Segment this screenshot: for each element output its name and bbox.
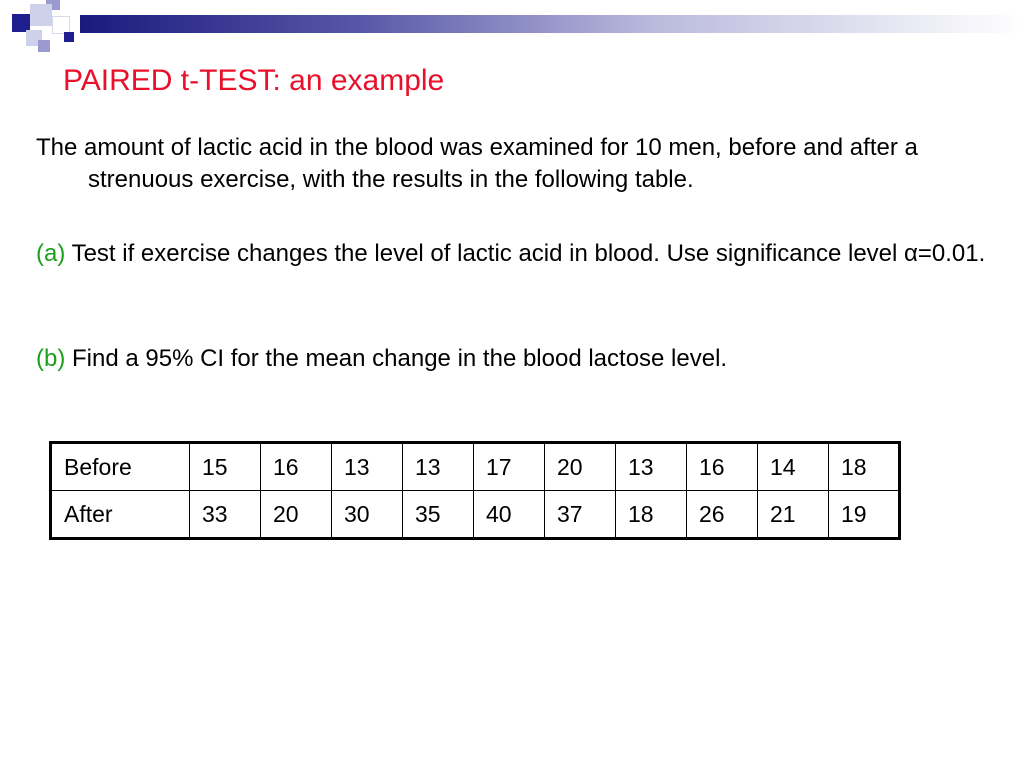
row-label: Before [51,443,190,491]
table-cell: 14 [758,443,829,491]
table-row [51,491,900,539]
table-cell: 40 [474,491,545,539]
table-cell: 20 [545,443,616,491]
table-cell: 15 [190,443,261,491]
table-cell: 17 [474,443,545,491]
table-cell: 26 [687,491,758,539]
slide-title: PAIRED t-TEST: an example [63,64,445,97]
table-cell: 18 [616,491,687,539]
part-a-paragraph [36,238,1018,270]
table-cell: 33 [190,491,261,539]
lactic-acid-table [49,441,901,540]
table-cell: 16 [687,443,758,491]
table-cell: 19 [829,491,900,539]
table-cell: 35 [403,491,474,539]
part-a-text: Test if exercise changes the level of lactic acid in blood. Use significance level α=0.01. [71,240,986,267]
header-gradient-bar [80,15,1024,33]
table-cell: 13 [332,443,403,491]
table-cell: 16 [261,443,332,491]
table-row [51,443,900,491]
table-cell: 13 [403,443,474,491]
table-cell: 18 [829,443,900,491]
table-cell: 13 [616,443,687,491]
part-b-text: Find a 95% CI for the mean change in the blood lactose level. [72,345,728,372]
part-a-marker: (a) [36,240,66,267]
part-b-marker: (b) [36,345,66,372]
row-label: After [51,491,190,539]
part-b-paragraph [36,343,1018,375]
table-cell: 30 [332,491,403,539]
decor-square [30,4,52,26]
table-cell: 20 [261,491,332,539]
table-cell: 37 [545,491,616,539]
decor-square [38,40,50,52]
table-cell: 21 [758,491,829,539]
decor-square [64,32,74,42]
intro-paragraph: The amount of lactic acid in the blood was examined for 10 men, before and after a strenuous exercise, with the results in the following table. [36,134,918,193]
